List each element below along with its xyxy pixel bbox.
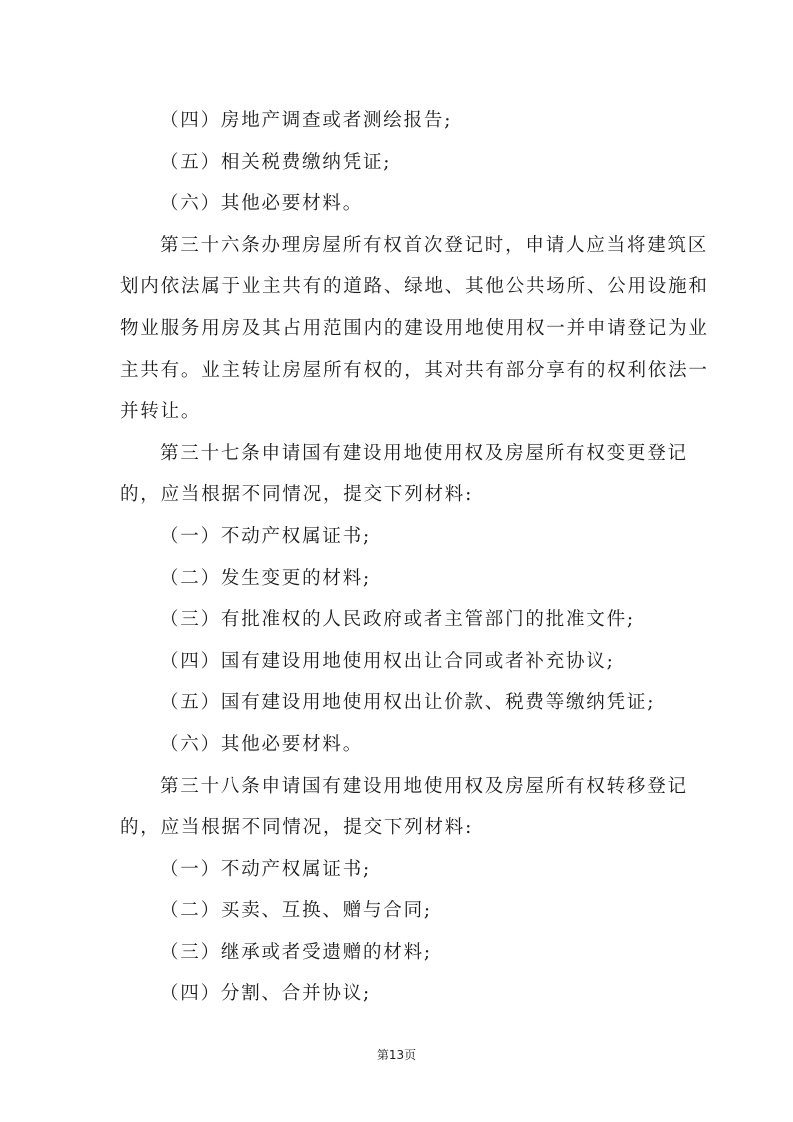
text-line: （一）不动产权属证书; xyxy=(160,525,372,547)
text-line: 划内依法属于业主共有的道路、绿地、其他公共场所、公用设施和 xyxy=(120,276,709,298)
text-line: 物业服务用房及其占用范围内的建设用地使用权一并申请登记为业 xyxy=(120,317,709,339)
text-line: 并转让。 xyxy=(120,401,202,423)
text-line: 第三十八条申请国有建设用地使用权及房屋所有权转移登记 xyxy=(160,775,688,797)
text-line: （二）买卖、互换、赠与合同; xyxy=(160,900,432,922)
text-line: （三）继承或者受遗赠的材料; xyxy=(160,941,432,963)
text-line: （二）发生变更的材料; xyxy=(160,567,372,589)
document-body xyxy=(120,100,709,1015)
text-line: （六）其他必要材料。 xyxy=(160,733,364,755)
text-line: 的，应当根据不同情况，提交下列材料: xyxy=(120,484,474,506)
text-line: （五）国有建设用地使用权出让价款、税费等缴纳凭证; xyxy=(160,692,656,714)
text-line: （六）其他必要材料。 xyxy=(160,193,364,215)
text-line: （三）有批准权的人民政府或者主管部门的批准文件; xyxy=(160,609,635,631)
text-line: 第三十七条申请国有建设用地使用权及房屋所有权变更登记 xyxy=(160,442,688,464)
text-line: （四）房地产调查或者测绘报告; xyxy=(160,110,453,131)
text-line: 第三十六条办理房屋所有权首次登记时，申请人应当将建筑区 xyxy=(160,234,709,256)
text-line: （一）不动产权属证书; xyxy=(160,858,372,880)
text-line: 的，应当根据不同情况，提交下列材料: xyxy=(120,817,474,839)
page-number: 第13页 xyxy=(376,1048,417,1062)
text-line: （四）国有建设用地使用权出让合同或者补充协议; xyxy=(160,650,615,672)
text-line: 主共有。业主转让房屋所有权的，其对共有部分享有的权利依法一 xyxy=(120,359,709,381)
text-line: （五）相关税费缴纳凭证; xyxy=(160,151,392,173)
text-line: （四）分割、合并协议; xyxy=(160,983,372,1005)
